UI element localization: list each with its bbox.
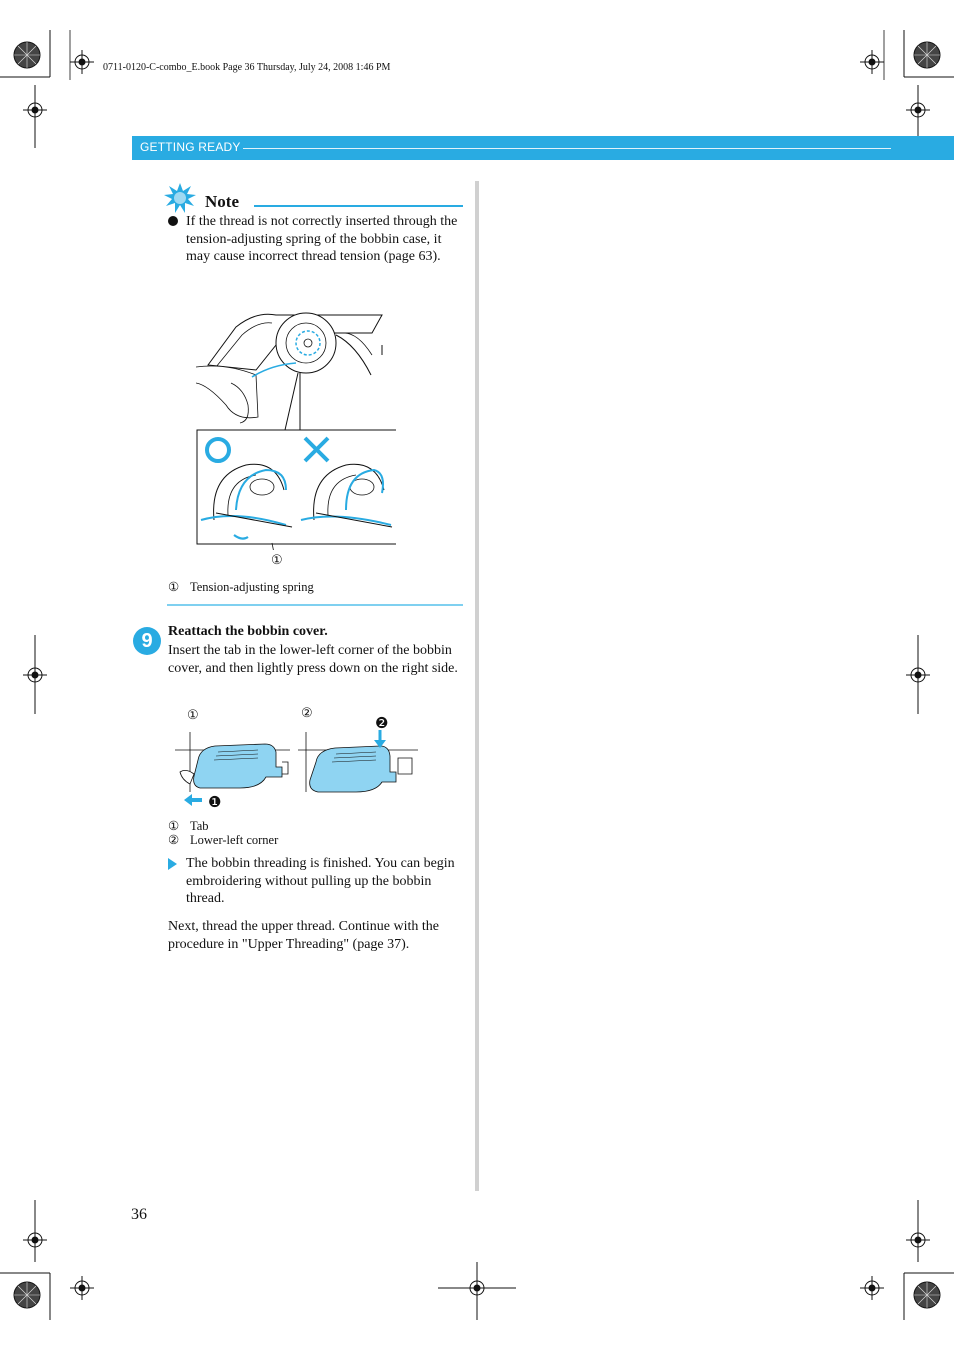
next-step-text: Next, thread the upper thread. Continue with the procedure in "Upper Threading" (page 37). (168, 919, 439, 952)
caption-number: ① (168, 580, 180, 594)
caption-number: ① (168, 819, 180, 833)
page-number: 36 (131, 1206, 147, 1223)
figure-label-tab: ① (187, 707, 199, 722)
figure-action-1: ❶ (208, 795, 222, 811)
step-caption-corner (168, 832, 278, 848)
caption-text: Tension-adjusting spring (190, 580, 314, 594)
file-info: 0711-0120-C-combo_E.book Page 36 Thursday, July 24, 2008 1:46 PM (103, 62, 391, 73)
section-header-rule (243, 148, 891, 149)
caption-text: Lower-left corner (190, 833, 279, 847)
step-text: Insert the tab in the lower-left corner of the bobbin cover, and then lightly press down on the right side. (168, 643, 458, 676)
caption-text: Tab (190, 819, 209, 833)
note-text: If the thread is not correctly inserted through the tension-adjusting spring of the bobbin case, it may cause incorrect thread tension (page 63). (186, 214, 458, 265)
figure-callout-1: ① (271, 552, 283, 567)
note-caption (168, 579, 314, 595)
bullet-icon (168, 216, 178, 226)
step-title: Reattach the bobbin cover. (168, 624, 328, 639)
caption-number: ② (168, 833, 180, 847)
note-rule (254, 205, 463, 207)
column-divider (475, 181, 479, 1191)
result-arrow-icon (168, 858, 177, 870)
note-burst-icon (163, 182, 197, 214)
figure-label-corner: ② (301, 705, 313, 720)
section-header-label: GETTING READY (140, 140, 241, 154)
result-text: The bobbin threading is finished. You can begin embroidering without pulling up the bobbin thread. (186, 856, 455, 907)
bobbin-case-illustration (196, 305, 396, 550)
note-end-rule (167, 604, 463, 606)
figure-action-2: ❷ (375, 716, 389, 732)
note-title: Note (205, 192, 239, 211)
step-number-badge: 9 (133, 627, 161, 655)
